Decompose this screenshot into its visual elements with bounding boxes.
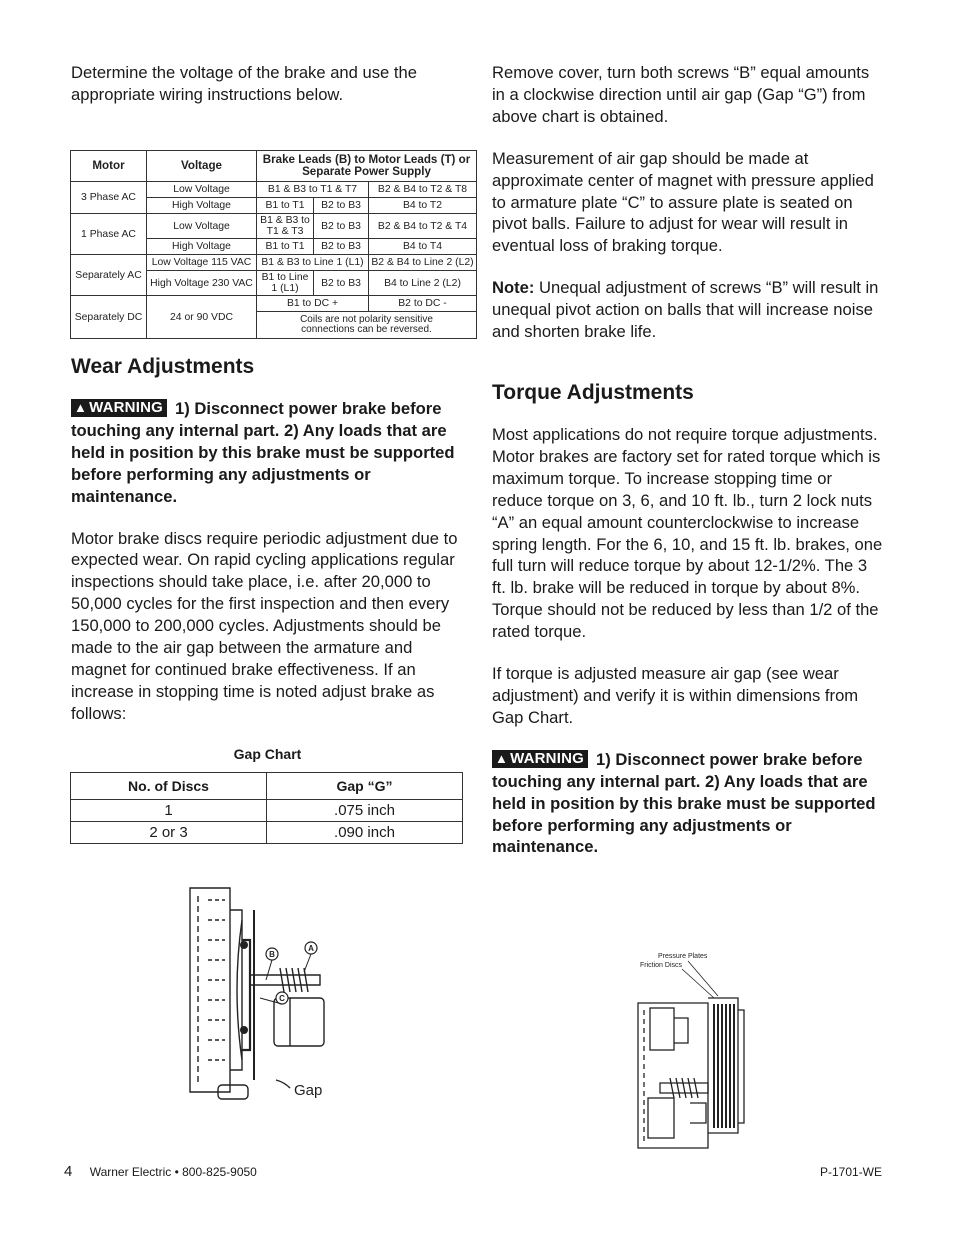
torque-para-2: If torque is adjusted measure air gap (see wear adjustment) and verify it is within dimensions from Gap Chart. — [492, 664, 859, 727]
wiring-header-motor: Motor — [71, 151, 147, 182]
label-a: A — [308, 944, 314, 953]
right-column — [492, 62, 884, 363]
gap-value-cell: .090 inch — [267, 822, 463, 844]
wiring-note: Coils are not polarity sensitive connections can be reversed. — [257, 312, 477, 339]
label-friction-discs: Friction Discs — [640, 962, 683, 969]
gap-discs-cell: 2 or 3 — [71, 822, 267, 844]
torque-heading: Torque Adjustments — [492, 381, 694, 404]
warning-text: 1) Disconnect power brake before touching any internal part. 2) Any loads that are held in position by this brake must be supported before performing any adjustments or maintenance. — [71, 399, 455, 506]
warning-triangle-icon: ▲ — [74, 400, 88, 415]
wiring-cell: B2 & B4 to T2 & T4 — [369, 214, 477, 239]
gap-header-gap: Gap “G” — [267, 773, 463, 800]
warning-text: 1) Disconnect power brake before touching any internal part. 2) Any loads that are held in position by this brake must be supported before performing any adjustments or maintenance. — [492, 749, 876, 857]
wear-warning — [71, 398, 463, 508]
warning-badge-label: WARNING — [510, 749, 584, 767]
wiring-cell: B2 to B3 — [314, 214, 369, 239]
wiring-cell: B1 to T1 — [257, 239, 314, 255]
footer-doc-id: P-1701-WE — [819, 1165, 882, 1179]
wiring-cell: B1 to T1 — [257, 198, 314, 214]
wiring-cell: B4 to T2 — [369, 198, 477, 214]
measurement-para: Measurement of air gap should be made at approximate center of magnet with pressure applied to armature plate “C” to assure plate is seated on pivot balls. Failure to adjust for wear will result in eventual loss of braking torque. — [492, 148, 874, 256]
gap-discs-cell: 1 — [71, 800, 267, 822]
wiring-cell: B2 & B4 to Line 2 (L2) — [369, 255, 477, 271]
left-column — [71, 62, 463, 126]
wiring-motor-1phase: 1 Phase AC — [71, 214, 147, 255]
wiring-cell: B1 to Line 1 (L1) — [257, 271, 314, 296]
wiring-cell: B1 & B3 to T1 & T3 — [257, 214, 314, 239]
torque-warning — [492, 749, 884, 859]
page-number: 4 — [64, 1163, 73, 1180]
wiring-intro: Determine the voltage of the brake and use the appropriate wiring instructions below. — [71, 63, 417, 104]
brake-gap-diagram — [180, 880, 340, 1110]
wiring-voltage: High Voltage — [147, 239, 257, 255]
wiring-cell: B2 & B4 to T2 & T8 — [369, 182, 477, 198]
friction-disc-diagram — [630, 948, 755, 1158]
wiring-voltage: High Voltage 230 VAC — [147, 271, 257, 296]
footer-left — [64, 1163, 257, 1180]
label-gap: Gap — [294, 1082, 323, 1099]
wear-section — [71, 354, 463, 745]
wiring-voltage: Low Voltage 115 VAC — [147, 255, 257, 271]
wiring-cell: B4 to Line 2 (L2) — [369, 271, 477, 296]
gap-header-discs: No. of Discs — [71, 773, 267, 800]
label-b: B — [269, 950, 275, 959]
wiring-cell: B1 to DC + — [257, 296, 369, 312]
label-pressure-plates: Pressure Plates — [658, 953, 708, 960]
wiring-header-leads: Brake Leads (B) to Motor Leads (T) or Separate Power Supply — [257, 151, 477, 182]
note-para — [492, 277, 884, 343]
wiring-cell: B2 to B3 — [314, 239, 369, 255]
footer-company: Warner Electric • 800-825-9050 — [89, 1165, 257, 1179]
note-text: Unequal adjustment of screws “B” will result in unequal pivot action on balls that will increase noise and shorten brake life. — [492, 278, 879, 342]
gap-value-cell: .075 inch — [267, 800, 463, 822]
wiring-cell: B2 to DC - — [369, 296, 477, 312]
warning-triangle-icon: ▲ — [495, 750, 509, 766]
wiring-voltage: High Voltage — [147, 198, 257, 214]
adjust-screws-para: Remove cover, turn both screws “B” equal amounts in a clockwise direction until air gap (Gap “G”) from above chart is obtained. — [492, 63, 870, 126]
wiring-cell: B1 & B3 to Line 1 (L1) — [257, 255, 369, 271]
warning-badge — [492, 750, 588, 768]
torque-para-1: Most applications do not require torque adjustments. Motor brakes are factory set for rated torque which is maximum torque. To increase stopping time or reduce torque on 3, 6, and 10 ft. lb., turn 2 lock nuts “A” an equal amount counterclockwise to increase spring length. For the 6, 10, and 15 ft. lb. brakes, one full turn will reduce torque by about 12-1/2%. The 3 ft. lb. brake will be reduced in torque by about 8%. Torque should not be reduced by less than 1/2 of the rated torque. — [492, 425, 883, 642]
wiring-cell: B1 & B3 to T1 & T7 — [257, 182, 369, 198]
wiring-table — [70, 150, 477, 339]
wiring-header-voltage: Voltage — [147, 151, 257, 182]
gap-chart-table — [70, 772, 463, 844]
warning-badge — [71, 399, 167, 417]
note-label: Note: — [492, 278, 535, 298]
warning-badge-label: WARNING — [89, 399, 163, 416]
wiring-cell: B4 to T4 — [369, 239, 477, 255]
gap-chart-title: Gap Chart — [233, 746, 302, 762]
wiring-voltage: Low Voltage — [147, 214, 257, 239]
wiring-cell: B2 to B3 — [314, 271, 369, 296]
label-c: C — [279, 994, 285, 1003]
torque-section — [492, 380, 884, 878]
wiring-motor-sep-ac: Separately AC — [71, 255, 147, 296]
wear-heading: Wear Adjustments — [71, 355, 255, 378]
wiring-motor-sep-dc: Separately DC — [71, 296, 147, 339]
wiring-voltage: 24 or 90 VDC — [147, 296, 257, 339]
wiring-motor-3phase: 3 Phase AC — [71, 182, 147, 214]
wear-body: Motor brake discs require periodic adjustment due to expected wear. On rapid cycling applications regular inspections should take place, i.e. after 20,000 to 50,000 cycles for the first inspection and then every 150,000 to 200,000 cycles. Adjustments should be made to the air gap between the armature and magnet for continued brake effectiveness. If an increase in stopping time is noted adjust brake as follows: — [71, 528, 458, 723]
wiring-voltage: Low Voltage — [147, 182, 257, 198]
wiring-cell: B2 to B3 — [314, 198, 369, 214]
